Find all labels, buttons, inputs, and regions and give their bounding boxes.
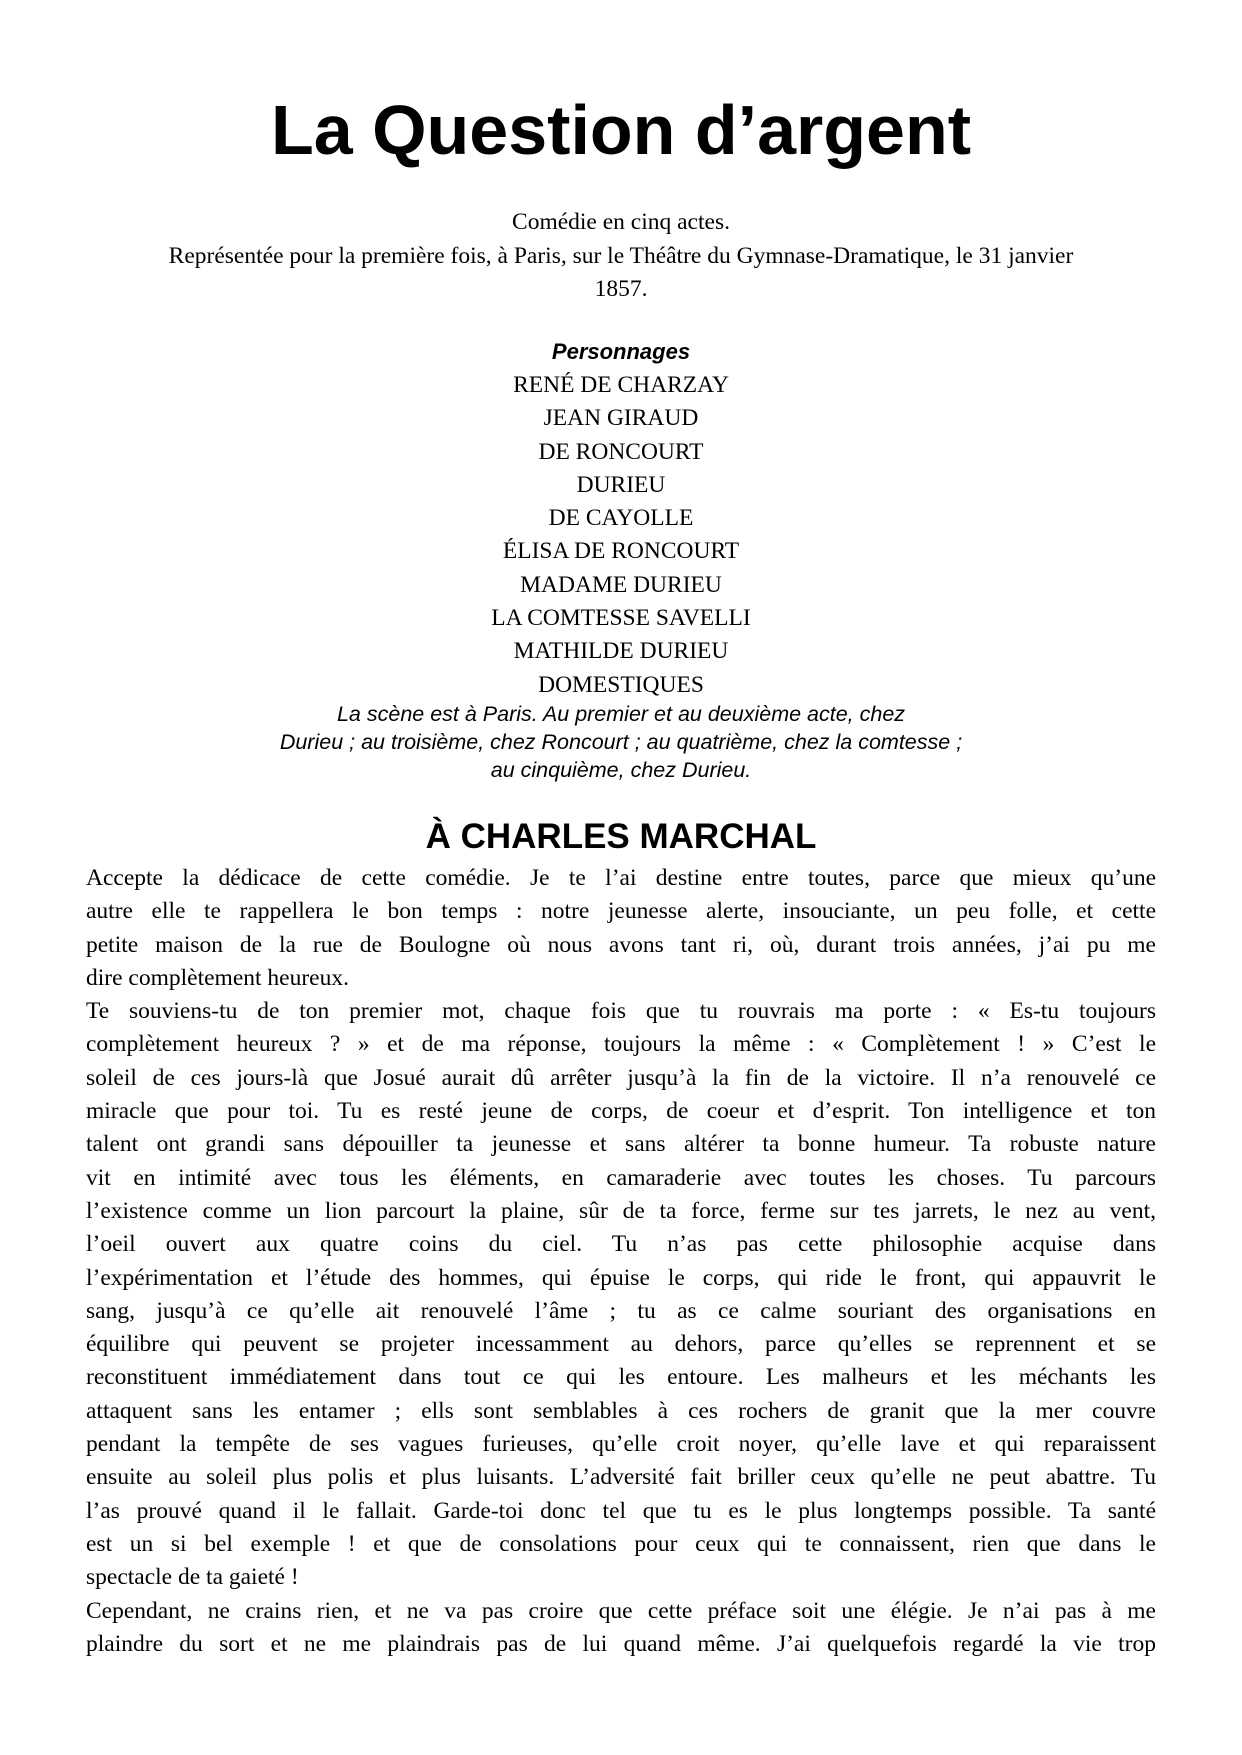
cast-member: RENÉ DE CHARZAY [513,372,729,398]
subtitle-genre: Comédie en cinq actes. [512,209,730,235]
body-line: autre elle te rappellera le bon temps : notre jeunesse alerte, insouciante, un peu folle, et cette [86,898,1156,925]
subtitle-year: 1857. [594,276,648,302]
body-line: équilibre qui peuvent se projeter incessamment au dehors, parce qu’elles se reprennent et se [86,1331,1156,1358]
body-line: miracle que pour toi. Tu es resté jeune de corps, de coeur et d’esprit. Ton intelligence et ton [86,1098,1156,1125]
body-line: Accepte la dédicace de cette comédie. Je te l’ai destine entre toutes, parce que mieux qu’une [86,865,1156,891]
body-line: l’oeil ouvert aux quatre coins du ciel. Tu n’as pas cette philosophie acquise dans [86,1231,1156,1258]
body-line: reconstituent immédiatement dans tout ce qui les entoure. Les malheurs et les méchants les [86,1364,1156,1391]
dedication-body [86,862,1156,1661]
cast-member: MADAME DURIEU [520,571,722,598]
setting-line: au cinquième, chez Durieu. [490,758,752,782]
dedication-heading: À CHARLES MARCHAL [425,817,817,856]
cast-heading: Personnages [551,339,691,364]
body-line: sang, jusqu’à ce qu’elle ait renouvelé l’âme ; tu as ce calme souriant des organisations en [86,1297,1156,1324]
cast-list [0,369,1242,702]
body-line: dire complètement heureux. [86,964,349,991]
body-line: talent ont grandi sans dépouiller ta jeunesse et sans altérer ta bonne humeur. Ta robuste nature [86,1131,1156,1158]
subtitle-premiere: Représentée pour la première fois, à Paris, sur le Théâtre du Gymnase-Dramatique, le 31 janvier [168,242,1074,269]
body-line: pendant la tempête de ses vagues furieuses, qu’elle croit noyer, qu’elle lave et qui reparaissent [86,1431,1156,1458]
body-line: Cependant, ne crains rien, et ne va pas croire que cette préface soit une élégie. Je n’ai pas à me [86,1597,1156,1624]
cast-section [0,335,1242,702]
body-line: l’existence comme un lion parcourt la plaine, sûr de ta force, ferme sur tes jarrets, le nez au vent, [86,1197,1156,1224]
body-line: Te souviens-tu de ton premier mot, chaque fois que tu rouvrais ma porte : « Es-tu toujours [86,998,1156,1025]
document-title: La Question d’argent [270,91,972,169]
cast-member: DOMESTIQUES [538,671,704,698]
scene-setting [221,700,1021,784]
body-line: vit en intimité avec tous les éléments, en camaraderie avec toutes les choses. Tu parcours [86,1164,1156,1191]
body-line: l’expérimentation et l’étude des hommes, qui épuise le corps, qui ride le front, qui appauvrit le [86,1264,1156,1291]
cast-member: DE CAYOLLE [548,505,694,532]
body-line: est un si bel exemple ! et que de consolations pour ceux qui te connaissent, rien que dans le [86,1530,1156,1557]
body-line: l’as prouvé quand il le fallait. Garde-toi donc tel que tu es le plus longtemps possible. Ta santé [86,1497,1156,1524]
body-line: soleil de ces jours-là que Josué aurait dû arrêter jusqu’à la fin de la victoire. Il n’a renouvelé ce [86,1064,1156,1091]
body-line: spectacle de ta gaieté ! [86,1564,299,1591]
body-line: plaindre du sort et ne me plaindrais pas de lui quand même. J’ai quelquefois regardé la vie trop [86,1630,1156,1657]
cast-member: JEAN GIRAUD [543,405,699,432]
cast-member: DURIEU [576,471,666,498]
cast-member: DE RONCOURT [538,438,704,465]
body-line: ensuite au soleil plus polis et plus luisants. L’adversité fait briller ceux qu’elle ne peut abattre. Tu [86,1464,1156,1491]
body-line: complètement heureux ? » et de ma réponse, toujours la même : « Complètement ! » C’est le [86,1031,1156,1058]
body-line: attaquent sans les entamer ; ells sont semblables à ces rochers de granit que la mer couvre [86,1397,1156,1424]
setting-line: La scène est à Paris. Au premier et au deuxième acte, chez [336,702,906,726]
cast-member: LA COMTESSE SAVELLI [491,605,751,632]
body-line: petite maison de la rue de Boulogne où nous avons tant ri, où, durant trois années, j’ai pu me [86,931,1156,958]
cast-member: MATHILDE DURIEU [513,638,729,665]
setting-line: Durieu ; au troisième, chez Roncourt ; au quatrième, chez la comtesse ; [279,730,963,754]
play-subtitle [86,206,1156,307]
cast-member: ÉLISA DE RONCOURT [502,538,740,565]
